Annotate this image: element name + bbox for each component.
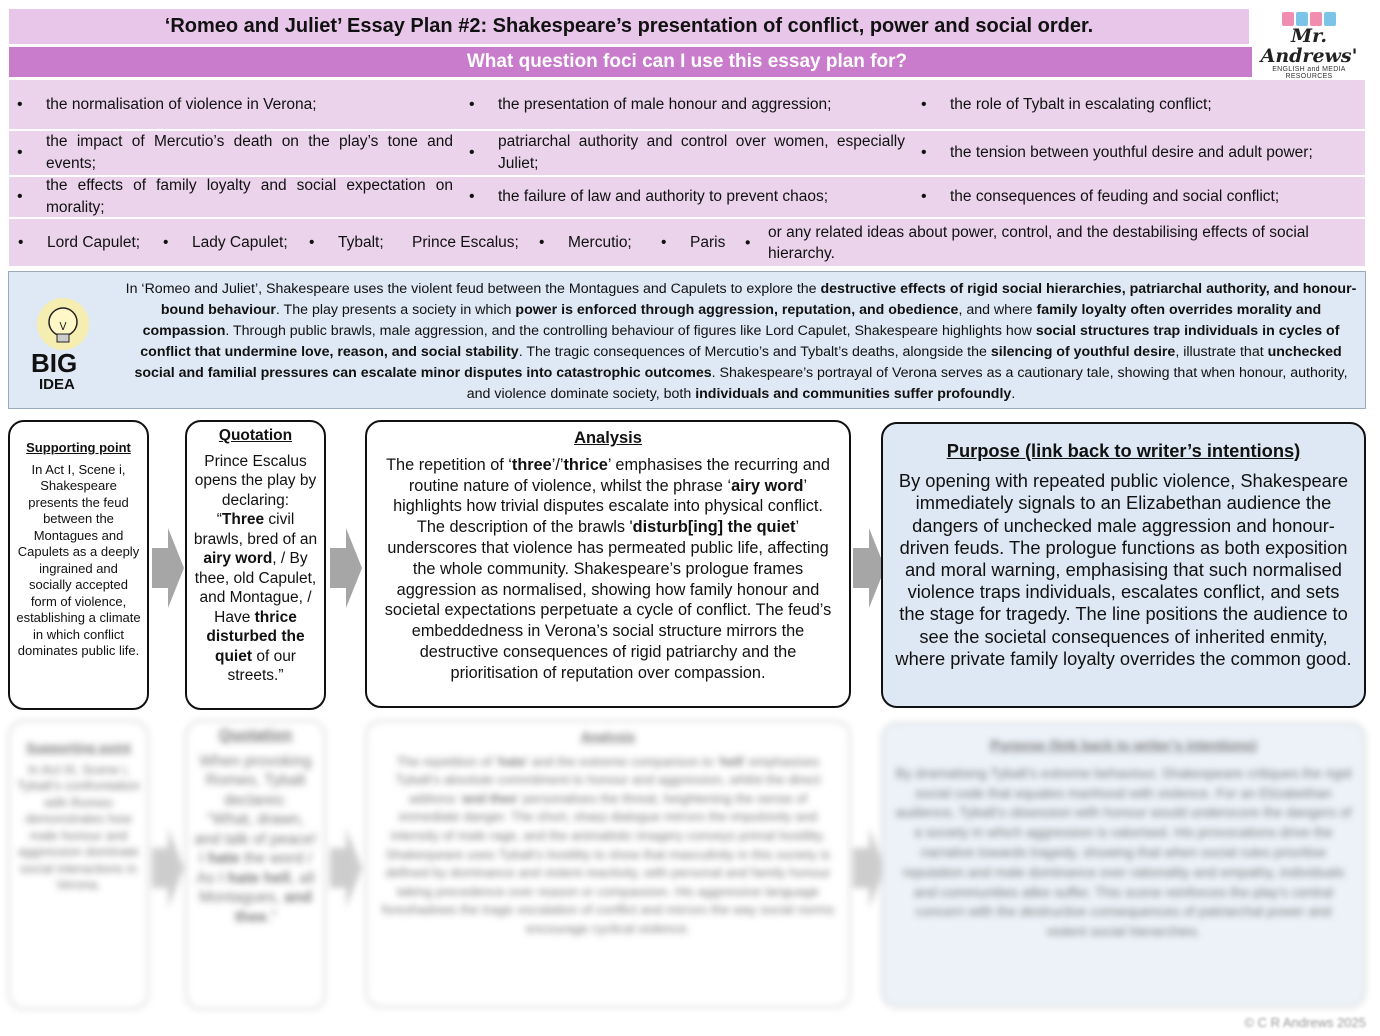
- foci-row: [9, 80, 1365, 131]
- purpose-heading: Purpose (link back to writer’s intentions): [990, 738, 1257, 753]
- arrow-right-icon: [330, 823, 362, 913]
- supporting-point-heading: Supporting point: [26, 740, 131, 755]
- supporting-point-box: [8, 420, 149, 710]
- page-title: ‘Romeo and Juliet’ Essay Plan #2: Shakespeare’s presentation of conflict, power and social order.: [9, 9, 1249, 44]
- character-foci-row: [9, 219, 1365, 266]
- foci-item: • the tension between youthful desire and adult power;: [913, 131, 1365, 175]
- question-foci-table: [9, 80, 1365, 266]
- idea-label: IDEA: [39, 376, 75, 392]
- arrow-right-icon: [152, 823, 184, 913]
- foci-row: [9, 131, 1365, 177]
- lightbulb-icon: [29, 292, 109, 392]
- foci-item: • patriarchal authority and control over women, especially Juliet;: [461, 131, 913, 175]
- analysis-text: The repetition of ‘three’/’thrice’ emphasises the recurring and routine nature of violence, whilst the phrase ‘airy word’ highlights how trivial disputes escalate into physical conflict. The description of the brawls 'disturb[ing] the quiet’ underscores that violence has permeated public life, affecting the whole community. Shakespeare’s prologue frames aggression as normalised, showing how family honour and societal expectations perpetuate a cycle of conflict. The feud’s embeddedness in Verona’s social structure mirrors the destructive consequences of rigid patriarchy and the prioritisation of reputation over compassion.: [384, 455, 832, 682]
- analysis-box: [365, 720, 851, 1008]
- foci-item: • the failure of law and authority to prevent chaos;: [461, 177, 913, 217]
- arrow-right-icon: [152, 523, 184, 613]
- quotation-text: Prince Escalus opens the play by declaring: “Three civil brawls, bred of an airy word, / By thee, old Capulet, and Montague, / Have thrice disturbed the quiet of our streets.”: [193, 452, 318, 684]
- purpose-box: [881, 722, 1366, 1008]
- quotation-box: [185, 420, 326, 710]
- character-item: • Lady Capulet;: [154, 219, 300, 266]
- character-item: Prince Escalus;: [412, 233, 519, 251]
- logo-tagline: ENGLISH and MEDIA RESOURCES: [1272, 66, 1346, 80]
- quotation-heading: Quotation: [218, 727, 293, 744]
- foci-item: • the consequences of feuding and social conflict;: [913, 177, 1365, 217]
- supporting-point-box: [8, 720, 149, 1010]
- question-foci-heading: What question foci can I use this essay plan for?: [9, 47, 1365, 77]
- essay-row-1: [0, 418, 1380, 708]
- supporting-point-text: In Act I, Scene i, Shakespeare presents the feud between the Montagues and Capulets as a deeply ingrained and socially accepted form of violence, establishing a climate in which conflict dominates public life.: [16, 461, 141, 658]
- logo-brand: Mr. Andrews': [1260, 25, 1358, 67]
- purpose-text: By opening with repeated public violence, Shakespeare immediately signals to an Elizabethan audience the dangers of unchecked male aggression and honour-driven feuds. The prologue functions as both exposition and moral warning, emphasising that such normalised violence traps individuals, escalates conflict, and sets the stage for tragedy. The line positions the audience to see the societal consequences of inherited enmity, where private family loyalty overrides the common good.: [895, 470, 1352, 669]
- supporting-point-text: In Act III, Scene i, Tybalt’s confrontation with Romeo demonstrates how male honour and aggression dominate social interactions in Verona.: [17, 761, 140, 892]
- quotation-text: When provoking Romeo, Tybalt declares: “What, drawn, and talk of peace! I hate the word / As I hate hell, all Montagues, and thee.”: [194, 752, 317, 926]
- analysis-heading: Analysis: [574, 429, 642, 447]
- copyright-notice: © C R Andrews 2025: [1244, 1015, 1366, 1030]
- character-item: • Paris: [652, 219, 736, 266]
- foci-item: • the normalisation of violence in Verona;: [9, 80, 461, 129]
- big-idea-box: [8, 271, 1366, 409]
- big-label: BIG: [31, 348, 78, 378]
- character-item: • or any related ideas about power, control, and the destabilising effects of social hierarchy.: [736, 219, 1356, 266]
- purpose-heading: Purpose (link back to writer’s intentions): [946, 440, 1301, 461]
- essay-row-2-blurred: [0, 718, 1380, 1008]
- character-item: • Tybalt;: [300, 219, 400, 266]
- foci-row: [9, 177, 1365, 219]
- analysis-box: [365, 420, 851, 708]
- quotation-box: [185, 720, 326, 1010]
- big-idea-text: In ‘Romeo and Juliet’, Shakespeare uses the violent feud between the Montagues and Capulets to explore the destructive effects of rigid social hierarchies, patriarchal authority, and honour-bound behaviour. The play presents a society in which power is enforced through aggression, reputation, and obedience, and where family loyalty often overrides morality and compassion. Through public brawls, male aggression, and the controlling behaviour of figures like Lord Capulet, Shakespeare highlights how social structures trap individuals in cycles of conflict that undermine love, reason, and social stability. The tragic consequences of Mercutio’s and Tybalt’s deaths, alongside the silencing of youthful desire, illustrate that unchecked social and familial pressures can escalate minor disputes into catastrophic outcomes. Shakespeare’s portrayal of Verona serves as a cautionary tale, showing that when honour, authority, and violence dominate society, both individuals and communities suffer profoundly.: [125, 281, 1357, 402]
- supporting-point-heading: Supporting point: [26, 440, 131, 455]
- purpose-text: By dramatising Tybalt’s extreme behaviour, Shakespeare critiques the rigid social code that equates manhood with violence. For an Elizabethan audience, Tybalt’s obsession with honour would underscore the dangers of a society in which aggression is valorised. His provocations drive the narrative towards tragedy, showing that when social rules prioritise reputation and male dominance over rationality and empathy, individuals and communities alike suffer. This scene reinforces the play’s central concern with the destructive consequences of patriarchal power and violent social hierarchies.: [895, 765, 1352, 940]
- quotation-heading: Quotation: [218, 427, 293, 444]
- analysis-heading: Analysis: [580, 729, 636, 744]
- foci-item: • the impact of Mercutio’s death on the play’s tone and events;: [9, 131, 461, 175]
- arrow-right-icon: [330, 523, 362, 613]
- foci-item: • the role of Tybalt in escalating conflict;: [913, 80, 1365, 129]
- character-item: • Lord Capulet;: [9, 219, 154, 266]
- foci-item: • the presentation of male honour and aggression;: [461, 80, 913, 129]
- character-item: • Mercutio;: [530, 219, 652, 266]
- purpose-box: [881, 422, 1366, 708]
- analysis-text: The repetition of ‘hate’ and the extreme comparison to ‘hell’ emphasises Tybalt’s absolute commitment to honour and aggression, whilst the direct address ‘and thee’ personalises the threat, heightening the sense of immediate danger. The short, sharp dialogue mirrors the impulsivity and intensity of male rage, and the animalistic imagery conveys primal hostility. Shakespeare uses Tybalt’s hostility to show that masculinity in this society is defined by dominance and violent reactivity, with personal and family honour taking precedence over reason or compassion. His aggressive language foreshadows the tragic escalation of conflict and mirrors the way social norms encourage cyclical violence.: [381, 753, 835, 936]
- books-icon: [1252, 12, 1366, 26]
- foci-item: • the effects of family loyalty and social expectation on morality;: [9, 177, 461, 217]
